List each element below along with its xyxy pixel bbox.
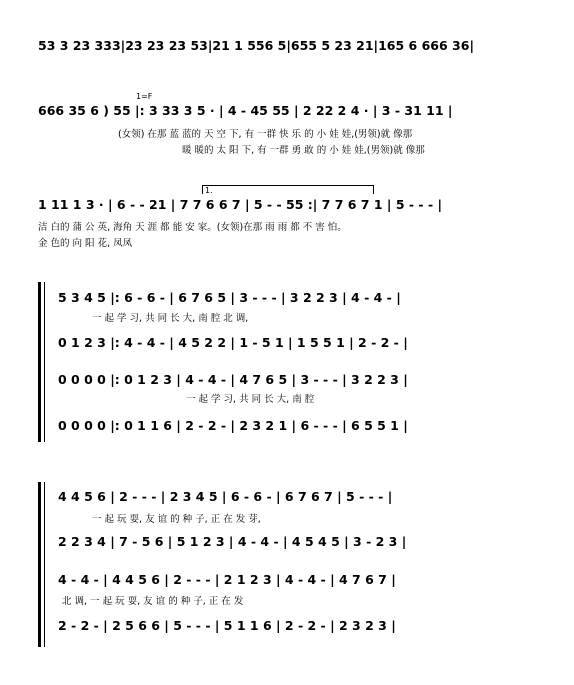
volta-label: 1. <box>205 186 213 195</box>
system3-notes <box>0 197 574 219</box>
notes-line: 0 0 0 0 |: 0 1 1 6 | 2 - 2 - | 2 3 2 1 | 6 - - - | 6 5 5 1 | <box>58 418 408 433</box>
lyric-line: 暖 暖的 太 阳 下, 有 一群 勇 敢 的 小 娃 娃,(男领)就 像那 <box>182 145 425 156</box>
notes-line: 666 35 6 ) 55 |: 3 33 3 5 · | 4 - 45 55 | 2 22 2 4 · | 3 - 31 11 | <box>38 103 453 118</box>
system4-staff2 <box>0 335 574 357</box>
notes-line: 2 - 2 - | 2 5 6 6 | 5 - - - | 5 1 1 6 | 2 - 2 - | 2 3 2 3 | <box>58 618 396 633</box>
lyric-line: 一 起 玩 耍, 友 谊 的 种 子, 正 在 发 芽, <box>92 514 261 525</box>
notes-line: 1 11 1 3 · | 6 - - 21 | 7 7 6 6 7 | 5 - - 55 :| 7 7 6 7 1 | 5 - - - | <box>38 197 443 212</box>
system5-staff3 <box>0 572 574 594</box>
system2-lyrics2 <box>0 142 574 164</box>
notes-line: 2 2 3 4 | 7 - 5 6 | 5 1 2 3 | 4 - 4 - | 4 5 4 5 | 3 - 2 3 | <box>58 534 407 549</box>
system3-lyrics2 <box>0 235 574 257</box>
lyric-line: 北 调, 一 起 玩 耍, 友 谊 的 种 子, 正 在 发 <box>62 596 244 607</box>
system1-notes <box>0 38 574 60</box>
notes-line: 53 3 23 333|23 23 23 53|21 1 556 5|655 5 23 21|165 6 666 36| <box>38 38 475 53</box>
volta-bracket <box>202 185 374 194</box>
system5-staff1 <box>0 489 574 511</box>
lyric-line: 金 色的 向 阳 花, 凤凤 <box>38 238 133 249</box>
system2-notes <box>0 103 574 125</box>
system4-staff1 <box>0 290 574 312</box>
system5-staff2 <box>0 534 574 556</box>
system5-staff4 <box>0 618 574 640</box>
system5-lyrics1 <box>0 511 574 533</box>
lyric-line: 洁 白的 蒲 公 英, 海角 天 涯 都 能 安 家。(女领)在那 雨 雨 都 不 害 怕。 <box>38 222 347 233</box>
notes-line: 4 - 4 - | 4 4 5 6 | 2 - - - | 2 1 2 3 | 4 - 4 - | 4 7 6 7 | <box>58 572 396 587</box>
system4-lyrics3 <box>0 391 574 413</box>
notes-line: 5 3 4 5 |: 6 - 6 - | 6 7 6 5 | 3 - - - | 3 2 2 3 | 4 - 4 - | <box>58 290 401 305</box>
system4-lyrics1 <box>0 310 574 332</box>
notes-line: 0 0 0 0 |: 0 1 2 3 | 4 - 4 - | 4 7 6 5 | 3 - - - | 3 2 2 3 | <box>58 372 408 387</box>
lyric-line: (女领) 在那 蓝 蓝的 天 空 下, 有 一群 快 乐 的 小 娃 娃,(男领)就 像那 <box>118 129 413 140</box>
notes-line: 4 4 5 6 | 2 - - - | 2 3 4 5 | 6 - 6 - | 6 7 6 7 | 5 - - - | <box>58 489 393 504</box>
lyric-line: 一 起 学 习, 共 同 长 大, 南 腔 北 调, <box>92 313 249 324</box>
lyric-line: 一 起 学 习, 共 同 长 大, 南 腔 <box>186 394 315 405</box>
system4-staff4 <box>0 418 574 440</box>
notes-line: 0 1 2 3 |: 4 - 4 - | 4 5 2 2 | 1 - 5 1 | 1 5 5 1 | 2 - 2 - | <box>58 335 408 350</box>
key-signature: 1=F <box>136 92 153 101</box>
system5-lyrics3 <box>0 593 574 615</box>
